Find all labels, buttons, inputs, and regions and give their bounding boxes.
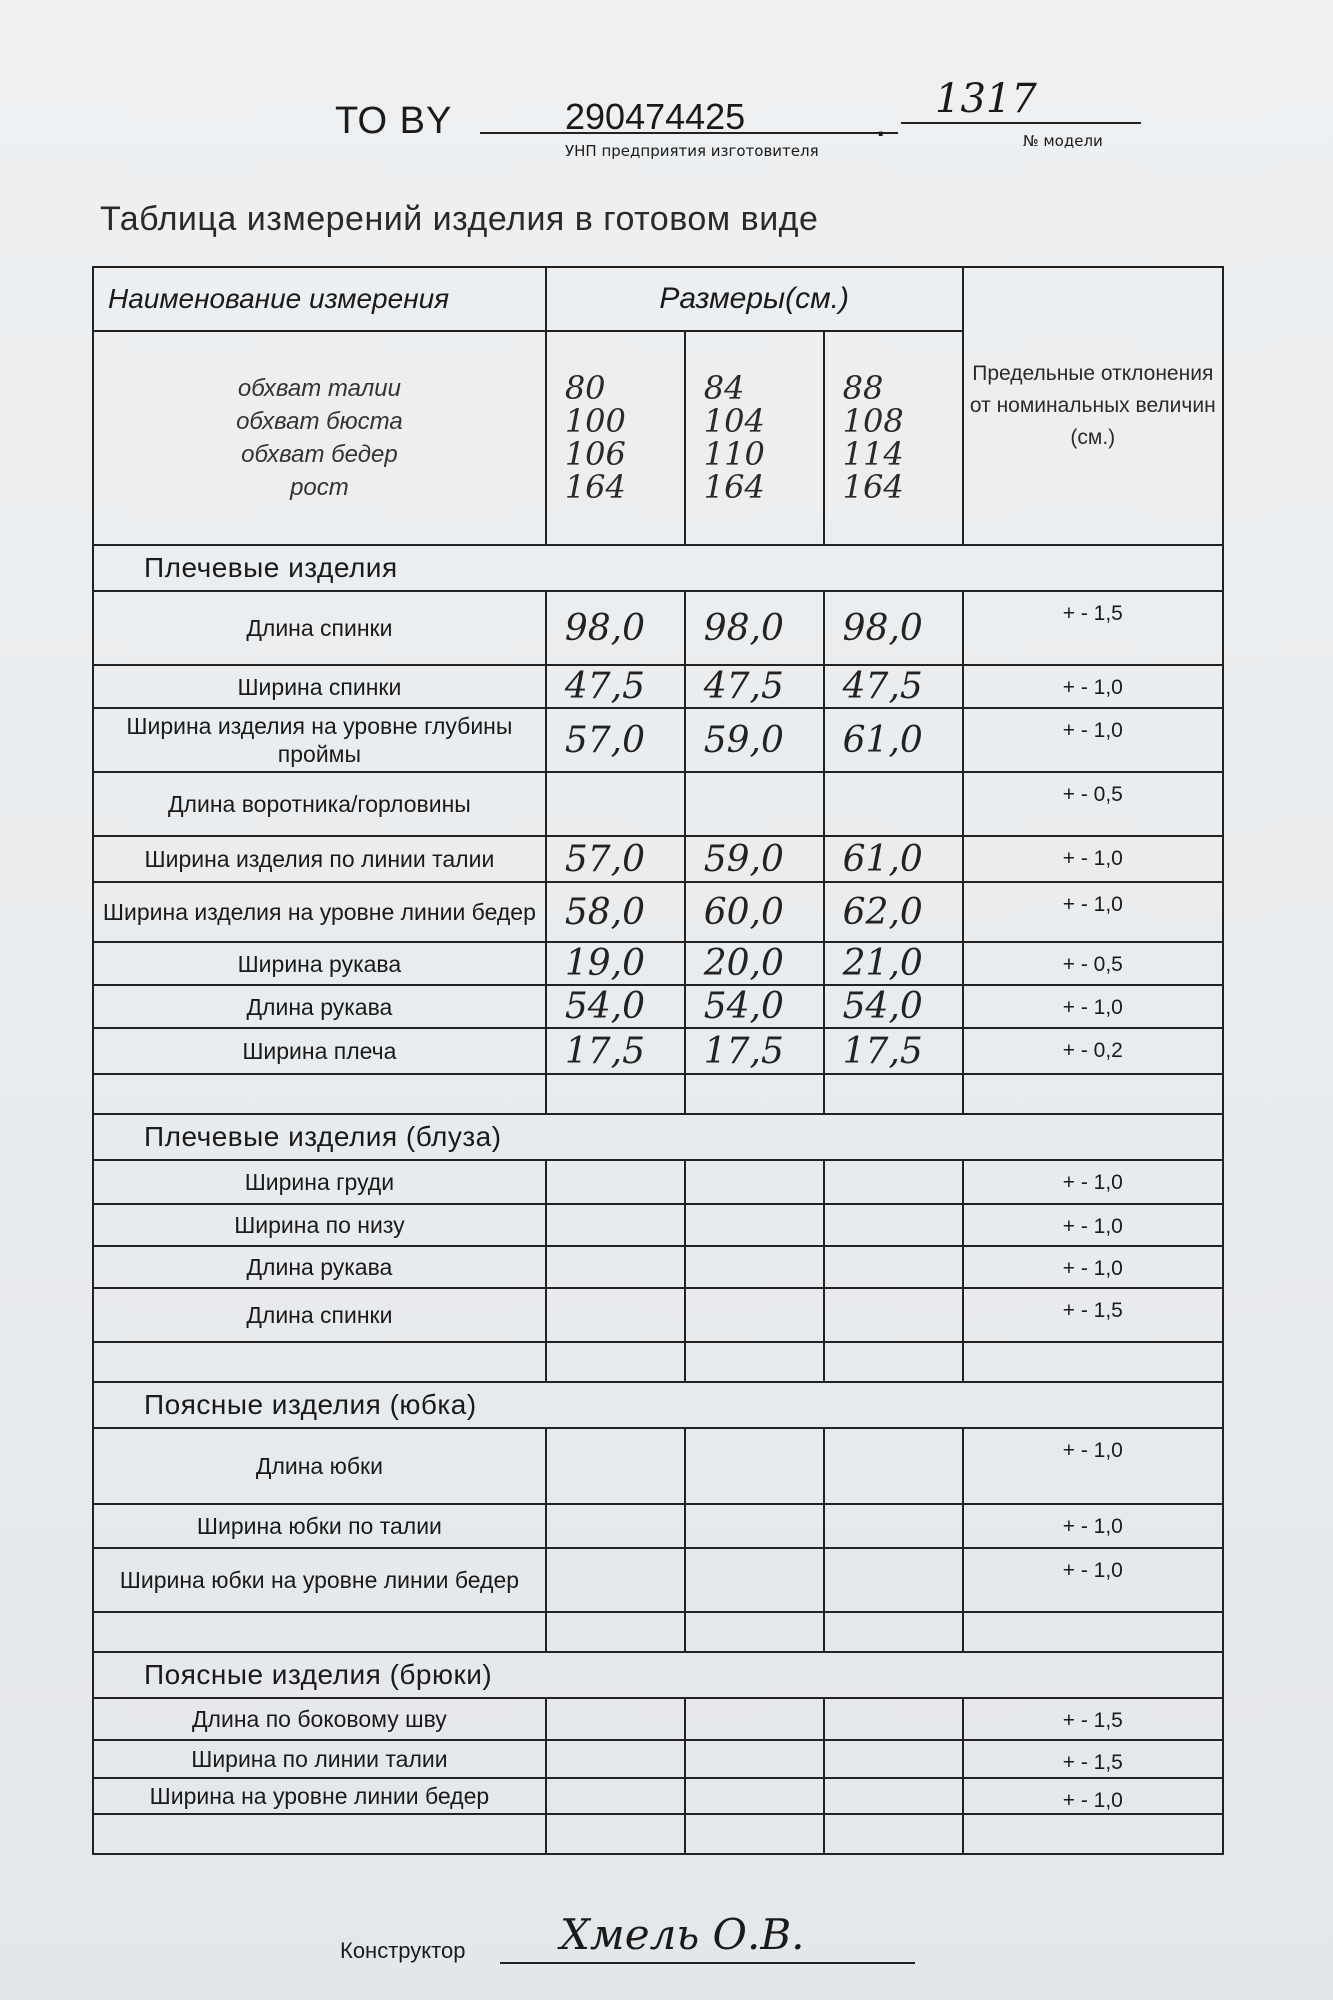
tolerance-value: + - 1,0 — [963, 708, 1223, 772]
measurement-value — [824, 1548, 963, 1612]
tolerance-value: + - 1,5 — [963, 1740, 1223, 1778]
measurement-value — [685, 1204, 824, 1246]
head-name: Наименование измерения — [93, 267, 546, 331]
measurement-name: Длина юбки — [93, 1428, 546, 1504]
tolerance-value: + - 1,0 — [963, 836, 1223, 882]
section-row — [93, 1652, 1223, 1698]
tolerance-value: + - 1,0 — [963, 665, 1223, 708]
table-row — [93, 1028, 1223, 1074]
measurement-value — [685, 1504, 824, 1548]
measurement-value: 20,0 — [685, 942, 824, 985]
measurement-value: 98,0 — [546, 591, 685, 665]
measurement-value — [824, 1428, 963, 1504]
measurement-name: Длина спинки — [93, 1288, 546, 1342]
unp-caption: УНП предприятия изготовителя — [565, 142, 819, 160]
measurement-value — [546, 1778, 685, 1814]
measurement-value: 57,0 — [546, 708, 685, 772]
model-underline — [901, 122, 1141, 124]
blank-cell — [546, 1074, 685, 1114]
blank-row — [93, 1814, 1223, 1854]
measurement-value: 17,5 — [824, 1028, 963, 1074]
measurement-value — [546, 1428, 685, 1504]
measurement-value: 60,0 — [685, 882, 824, 942]
measurement-name: Ширина юбки по талии — [93, 1504, 546, 1548]
tolerance-value: + - 0,5 — [963, 942, 1223, 985]
measurement-value: 62,0 — [824, 882, 963, 942]
tolerance-value: + - 1,0 — [963, 1160, 1223, 1204]
blank-cell — [93, 1612, 546, 1652]
document-title: Таблица измерений изделия в готовом виде — [100, 200, 819, 238]
blank-cell — [824, 1814, 963, 1854]
measurement-name: Ширина спинки — [93, 665, 546, 708]
tolerance-value: + - 1,0 — [963, 1548, 1223, 1612]
measurement-name: Длина воротника/горловины — [93, 772, 546, 836]
measurement-value — [685, 1246, 824, 1288]
measurement-value — [685, 1288, 824, 1342]
blank-cell — [824, 1342, 963, 1382]
measurement-value — [824, 1778, 963, 1814]
measurement-name: Ширина изделия на уровне глубины проймы — [93, 708, 546, 772]
measurement-name: Ширина груди — [93, 1160, 546, 1204]
measurement-value — [824, 1504, 963, 1548]
measurement-value — [685, 1778, 824, 1814]
measurement-value — [546, 1740, 685, 1778]
measurement-value: 61,0 — [824, 836, 963, 882]
size-value: 164 — [703, 468, 765, 506]
size-column — [824, 331, 963, 545]
blank-cell — [546, 1814, 685, 1854]
measurement-value: 21,0 — [824, 942, 963, 985]
table-row — [93, 1548, 1223, 1612]
signature-value: Хмель О.В. — [560, 1910, 805, 1959]
table-row — [93, 1698, 1223, 1740]
blank-cell — [685, 1074, 824, 1114]
size-column — [685, 331, 824, 545]
measurement-name: Ширина на уровне линии бедер — [93, 1778, 546, 1814]
table-row — [93, 1246, 1223, 1288]
document-header — [335, 76, 1165, 172]
measurement-value — [685, 1160, 824, 1204]
measurement-value — [546, 1204, 685, 1246]
measurement-value — [824, 1160, 963, 1204]
section-row — [93, 1114, 1223, 1160]
blank-cell — [963, 1612, 1223, 1652]
measurement-value — [546, 1246, 685, 1288]
measurement-value — [546, 1548, 685, 1612]
table-row — [93, 1504, 1223, 1548]
blank-cell — [963, 1814, 1223, 1854]
blank-cell — [685, 1342, 824, 1382]
table-row — [93, 1740, 1223, 1778]
measurement-value — [546, 772, 685, 836]
measurement-name: Ширина юбки на уровне линии бедер — [93, 1548, 546, 1612]
blank-cell — [963, 1342, 1223, 1382]
size-value: 110 — [703, 435, 765, 473]
measurement-name: Длина рукава — [93, 985, 546, 1028]
table-row — [93, 836, 1223, 882]
measurement-value — [685, 1428, 824, 1504]
measurement-value: 98,0 — [824, 591, 963, 665]
blank-row — [93, 1612, 1223, 1652]
measurement-value: 57,0 — [546, 836, 685, 882]
measurement-value: 47,5 — [685, 665, 824, 708]
blank-cell — [963, 1074, 1223, 1114]
table-row — [93, 942, 1223, 985]
measurement-name: Длина рукава — [93, 1246, 546, 1288]
size-column — [546, 331, 685, 545]
table-row — [93, 985, 1223, 1028]
blank-cell — [93, 1814, 546, 1854]
tolerance-value: + - 0,2 — [963, 1028, 1223, 1074]
measurement-value: 59,0 — [685, 708, 824, 772]
blank-cell — [93, 1074, 546, 1114]
measurement-value: 98,0 — [685, 591, 824, 665]
measurement-value — [546, 1698, 685, 1740]
section-title: Плечевые изделия — [93, 545, 1223, 591]
section-row — [93, 1382, 1223, 1428]
model-number: 1317 — [935, 76, 1037, 122]
section-row — [93, 545, 1223, 591]
size-value: 88 — [842, 369, 884, 407]
model-caption: № модели — [1023, 132, 1103, 150]
blank-cell — [685, 1814, 824, 1854]
signature-underline — [500, 1962, 915, 1964]
tolerance-value: + - 1,5 — [963, 1288, 1223, 1342]
signature-block — [340, 1910, 920, 1970]
measurement-value — [824, 772, 963, 836]
measurement-value — [546, 1504, 685, 1548]
measurement-value — [824, 1288, 963, 1342]
measurement-value: 54,0 — [685, 985, 824, 1028]
measurement-value — [685, 772, 824, 836]
tolerance-value: + - 1,0 — [963, 1504, 1223, 1548]
table-row — [93, 708, 1223, 772]
measurement-value: 59,0 — [685, 836, 824, 882]
measurement-value — [685, 1698, 824, 1740]
param-label: обхват бюста — [236, 408, 403, 435]
measurement-name: Ширина плеча — [93, 1028, 546, 1074]
measurement-value — [546, 1288, 685, 1342]
measurement-value — [685, 1740, 824, 1778]
table-row — [93, 1288, 1223, 1342]
param-label: обхват бедер — [241, 441, 398, 468]
section-title: Поясные изделия (брюки) — [93, 1652, 1223, 1698]
measurement-value: 17,5 — [546, 1028, 685, 1074]
tolerance-value: + - 1,0 — [963, 1204, 1223, 1246]
size-value: 108 — [842, 402, 904, 440]
size-value: 84 — [703, 369, 745, 407]
table-row — [93, 665, 1223, 708]
measurement-value: 54,0 — [824, 985, 963, 1028]
size-value: 164 — [564, 468, 626, 506]
measurement-name: Ширина по низу — [93, 1204, 546, 1246]
measurement-value — [824, 1698, 963, 1740]
measurement-value — [824, 1740, 963, 1778]
size-params — [93, 331, 546, 545]
size-value: 114 — [842, 435, 904, 473]
table-row — [93, 882, 1223, 942]
unp-value: 290474425 — [565, 96, 746, 137]
size-value: 164 — [842, 468, 904, 506]
head-tolerance: Предельные отклонения от номинальных величин (см.) — [963, 267, 1223, 545]
tolerance-value: + - 1,0 — [963, 882, 1223, 942]
to-by-prefix: ТО BY — [335, 100, 453, 142]
blank-cell — [824, 1074, 963, 1114]
tolerance-value: + - 0,5 — [963, 772, 1223, 836]
header-separator: . — [875, 104, 887, 145]
measurement-value — [546, 1160, 685, 1204]
measurement-value — [824, 1246, 963, 1288]
measurement-value: 47,5 — [824, 665, 963, 708]
table-row — [93, 1160, 1223, 1204]
measurement-value: 17,5 — [685, 1028, 824, 1074]
table-row — [93, 1428, 1223, 1504]
tolerance-value: + - 1,5 — [963, 1698, 1223, 1740]
measurement-name: Длина по боковому шву — [93, 1698, 546, 1740]
measurement-name: Ширина по линии талии — [93, 1740, 546, 1778]
param-label: рост — [290, 474, 349, 501]
tolerance-value: + - 1,0 — [963, 1428, 1223, 1504]
tolerance-value: + - 1,0 — [963, 985, 1223, 1028]
table-row — [93, 1778, 1223, 1814]
measurement-name: Ширина изделия по линии талии — [93, 836, 546, 882]
measurement-name: Длина спинки — [93, 591, 546, 665]
measurement-value: 54,0 — [546, 985, 685, 1028]
blank-cell — [93, 1342, 546, 1382]
section-title: Поясные изделия (юбка) — [93, 1382, 1223, 1428]
blank-row — [93, 1074, 1223, 1114]
table-row — [93, 772, 1223, 836]
measurement-value: 58,0 — [546, 882, 685, 942]
table-row — [93, 591, 1223, 665]
measurement-value: 47,5 — [546, 665, 685, 708]
measurement-value — [685, 1548, 824, 1612]
tolerance-value: + - 1,0 — [963, 1246, 1223, 1288]
measurement-name: Ширина изделия на уровне линии бедер — [93, 882, 546, 942]
tolerance-value: + - 1,5 — [963, 591, 1223, 665]
measurements-table — [92, 266, 1224, 1855]
blank-cell — [546, 1342, 685, 1382]
blank-cell — [685, 1612, 824, 1652]
section-title: Плечевые изделия (блуза) — [93, 1114, 1223, 1160]
blank-cell — [824, 1612, 963, 1652]
table-head-row — [93, 267, 1223, 331]
blank-row — [93, 1342, 1223, 1382]
size-value: 80 — [564, 369, 606, 407]
tolerance-value: + - 1,0 — [963, 1778, 1223, 1814]
blank-cell — [546, 1612, 685, 1652]
measurement-name: Ширина рукава — [93, 942, 546, 985]
measurement-value — [824, 1204, 963, 1246]
signature-label: Конструктор — [340, 1938, 466, 1963]
measurement-value: 61,0 — [824, 708, 963, 772]
size-value: 104 — [703, 402, 765, 440]
size-value: 100 — [564, 402, 626, 440]
size-value: 106 — [564, 435, 626, 473]
head-sizes: Размеры(см.) — [546, 267, 963, 331]
param-label: обхват талии — [237, 375, 401, 402]
measurement-value: 19,0 — [546, 942, 685, 985]
table-row — [93, 1204, 1223, 1246]
